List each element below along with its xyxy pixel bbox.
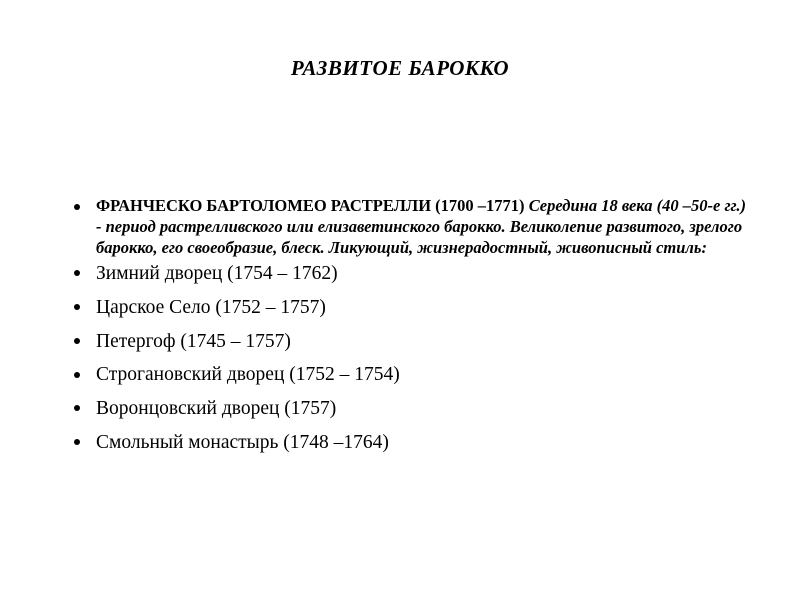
slide-content bbox=[68, 196, 748, 462]
bullet-dot-icon bbox=[74, 439, 80, 445]
list-item-label: Строгановский дворец (1752 – 1754) bbox=[96, 364, 400, 386]
list-item-label: Зимний дворец (1754 – 1762) bbox=[96, 263, 338, 285]
bullet-dot-icon bbox=[74, 372, 80, 378]
lead-text: Середина 18 века (40 –50-е гг.) - период растрелливского или елизаветинского барокко. Великолепие развитого, зрелого барокко, его своеобразие, блеск. Ликующий, жизнерадостный, живописный стиль: bbox=[96, 196, 747, 257]
bullet-dot-icon bbox=[74, 338, 80, 344]
bullet-dot-icon bbox=[74, 270, 80, 276]
list-item-label: Царское Село (1752 – 1757) bbox=[96, 297, 326, 319]
list-item bbox=[68, 196, 748, 258]
lead-heading: ФРАНЧЕСКО БАРТОЛОМЕО РАСТРЕЛЛИ (1700 –1771) bbox=[96, 196, 525, 215]
list-item bbox=[68, 294, 748, 326]
list-item bbox=[68, 260, 748, 292]
list-item bbox=[68, 361, 748, 393]
page-title: РАЗВИТОЕ БАРОККО bbox=[290, 56, 510, 80]
bullet-list bbox=[68, 196, 748, 460]
list-item bbox=[68, 395, 748, 427]
bullet-dot-icon bbox=[74, 304, 80, 310]
list-item-label: Воронцовский дворец (1757) bbox=[96, 398, 337, 420]
list-item bbox=[68, 328, 748, 360]
bullet-dot-icon bbox=[74, 405, 80, 411]
list-item-label: Петергоф (1745 – 1757) bbox=[96, 330, 291, 352]
bullet-dot-icon bbox=[74, 204, 80, 210]
list-item bbox=[68, 429, 748, 461]
list-item-label: Смольный монастырь (1748 –1764) bbox=[96, 431, 389, 453]
